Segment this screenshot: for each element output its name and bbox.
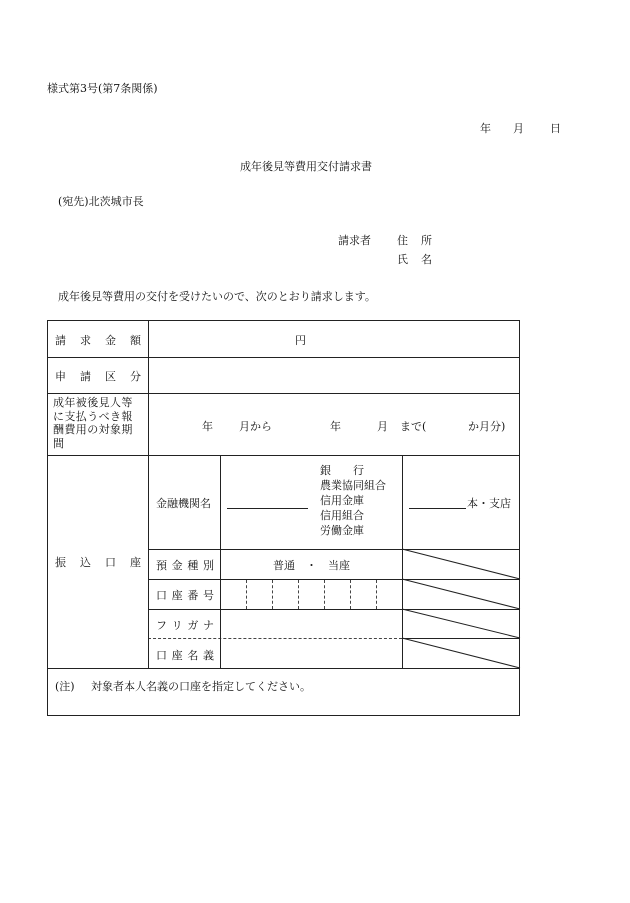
period-month-from: 月から: [239, 420, 272, 433]
deposit-type-options: 普通 ・ 当座: [273, 559, 350, 572]
date-day: 日: [550, 122, 561, 135]
bank-name-label: 金融機関名: [156, 497, 211, 510]
rule-transfer-bottom: [47, 668, 520, 669]
form-table: [47, 320, 520, 716]
diagonal-account-name: [402, 638, 520, 668]
account-digit-divider: [350, 580, 351, 609]
account-digit-divider: [298, 580, 299, 609]
account-digit-divider: [246, 580, 247, 609]
table-border-top: [47, 320, 520, 321]
diagonal-number: [402, 579, 520, 609]
furigana-label: フ リ ガ ナ: [156, 619, 214, 632]
diagonal-furigana: [402, 609, 520, 638]
intro-text: 成年後見等費用の交付を受けたいので、次のとおり請求します。: [58, 290, 376, 303]
date-year: 年: [480, 122, 491, 135]
deposit-type-label: 預 金 種 別: [156, 559, 214, 572]
sublabel-column-rule: [220, 455, 221, 668]
account-digit-divider: [376, 580, 377, 609]
rule-period-bottom: [47, 455, 520, 456]
period-year-to: 年: [330, 420, 341, 433]
table-border-bottom: [47, 715, 520, 716]
rule-amount-bottom: [47, 357, 520, 358]
period-label: 成年被後見人等 に支払うべき報 酬費用の対象期 間: [53, 396, 133, 450]
rule-category-bottom: [47, 393, 520, 394]
transfer-label: 振 込 口 座: [55, 556, 141, 569]
period-month-to: 月: [377, 420, 388, 433]
date-month: 月: [513, 122, 524, 135]
label-column-rule: [148, 320, 149, 668]
note-text: 対象者本人名義の口座を指定してください。: [91, 680, 311, 693]
document-title: 成年後見等費用交付請求書: [240, 160, 372, 173]
name-label-2: 名: [421, 253, 432, 266]
address-label-1: 住: [397, 234, 408, 247]
branch-blank: [409, 508, 466, 509]
addressee: (宛先)北茨城市長: [58, 195, 144, 208]
address-label-2: 所: [421, 234, 432, 247]
amount-unit: 円: [295, 334, 306, 347]
rule-furigana-bottom: [148, 638, 402, 639]
period-months: か月分): [468, 420, 506, 433]
period-until: まで(: [400, 420, 427, 433]
name-label-1: 氏: [397, 253, 408, 266]
account-digit-divider: [272, 580, 273, 609]
category-label: 申 請 区 分: [55, 370, 141, 383]
amount-label: 請 求 金 額: [55, 334, 141, 347]
period-year-from: 年: [202, 420, 213, 433]
institution-types: 銀 行 農業協同組合 信用金庫 信用組合 労働金庫: [320, 464, 386, 537]
claimant-label: 請求者: [338, 234, 371, 247]
table-border-left: [47, 320, 48, 716]
account-digit-divider: [324, 580, 325, 609]
branch-label: 本・支店: [467, 497, 511, 510]
account-number-label: 口 座 番 号: [156, 589, 214, 602]
bank-name-blank: [227, 508, 308, 509]
diagonal-deposit: [402, 549, 520, 579]
account-name-label: 口 座 名 義: [156, 649, 214, 662]
note-prefix: (注): [55, 680, 75, 693]
form-label: 様式第3号(第7条関係): [47, 82, 158, 95]
